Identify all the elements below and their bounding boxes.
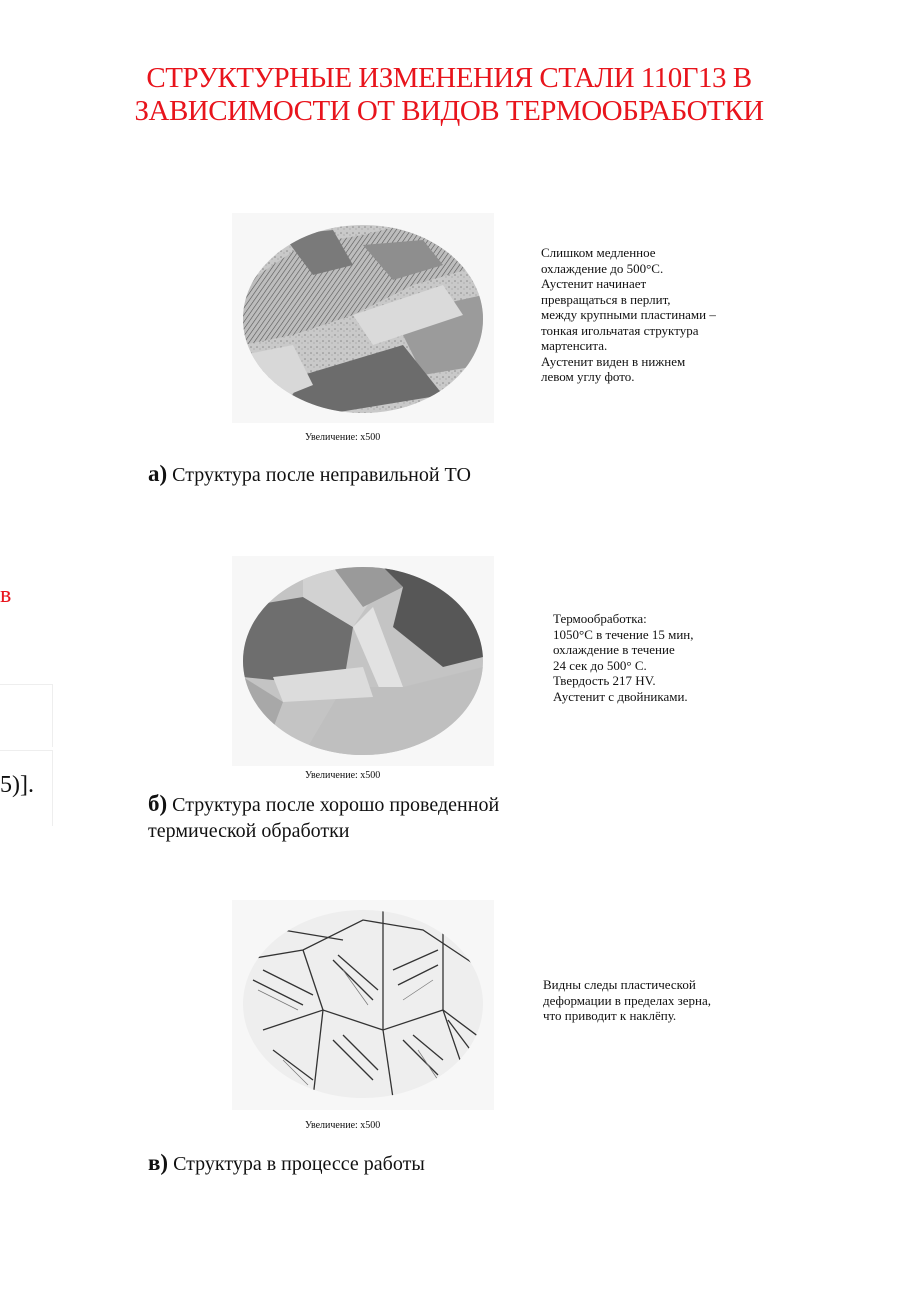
caption-line: Структура после хорошо проведенной	[172, 794, 500, 816]
description-line: мартенсита.	[541, 338, 608, 353]
magnification-label-c: Увеличение: х500	[305, 1120, 381, 1131]
magnification-label-a: Увеличение: х500	[305, 432, 381, 443]
description-line: Аустенит виден в нижнем	[541, 353, 686, 369]
description-line: деформации в пределах зерна,	[543, 992, 712, 1008]
caption-line: Структура в процессе работы	[173, 1153, 425, 1175]
description-line: охлаждение в течение	[553, 642, 675, 657]
description-line: тонкая игольчатая структура	[541, 322, 699, 338]
caption-letter: в)	[148, 1150, 169, 1175]
description-line: что приводит к наклёпу.	[543, 1008, 677, 1023]
cropped-box	[0, 684, 53, 747]
caption-letter: а)	[148, 461, 168, 486]
caption-a	[148, 461, 471, 488]
caption-c	[148, 1150, 425, 1177]
description-line: охлаждение до 500°С.	[541, 260, 664, 276]
description-line: между крупными пластинами –	[541, 307, 716, 322]
description-line: левом углу фото.	[541, 369, 635, 384]
caption-line: термической обработки	[148, 820, 350, 842]
caption-letter: б)	[148, 791, 168, 816]
title-line-1: СТРУКТУРНЫЕ ИЗМЕНЕНИЯ СТАЛИ 110Г13 В	[146, 62, 752, 94]
cropped-bracket-text: 5)].	[0, 772, 34, 798]
description-a	[541, 245, 716, 385]
description-line: Аустенит с двойниками.	[553, 688, 688, 704]
micrograph-b	[243, 567, 483, 755]
title-line-2: ЗАВИСИМОСТИ ОТ ВИДОВ ТЕРМООБРАБОТКИ	[134, 95, 764, 127]
description-b	[553, 611, 694, 704]
caption-b	[148, 791, 499, 844]
description-line: Твердость 217 HV.	[553, 673, 656, 688]
description-c	[543, 977, 711, 1024]
description-line: 1050°С в течение 15 мин,	[553, 626, 694, 642]
magnification-label-b: Увеличение: х500	[305, 770, 381, 781]
description-line: превращаться в перлит,	[541, 291, 671, 307]
micrograph-a	[243, 225, 483, 413]
description-line: Слишком медленное	[541, 245, 656, 260]
page-title	[0, 62, 898, 128]
description-line: 24 сек до 500° С.	[553, 657, 647, 673]
caption-line: Структура после неправильной ТО	[172, 464, 471, 486]
micrograph-c	[243, 910, 483, 1098]
description-line: Термообработка:	[553, 611, 647, 626]
cropped-red-letter: в	[0, 582, 12, 608]
description-line: Видны следы пластической	[543, 977, 696, 992]
description-line: Аустенит начинает	[541, 276, 647, 291]
